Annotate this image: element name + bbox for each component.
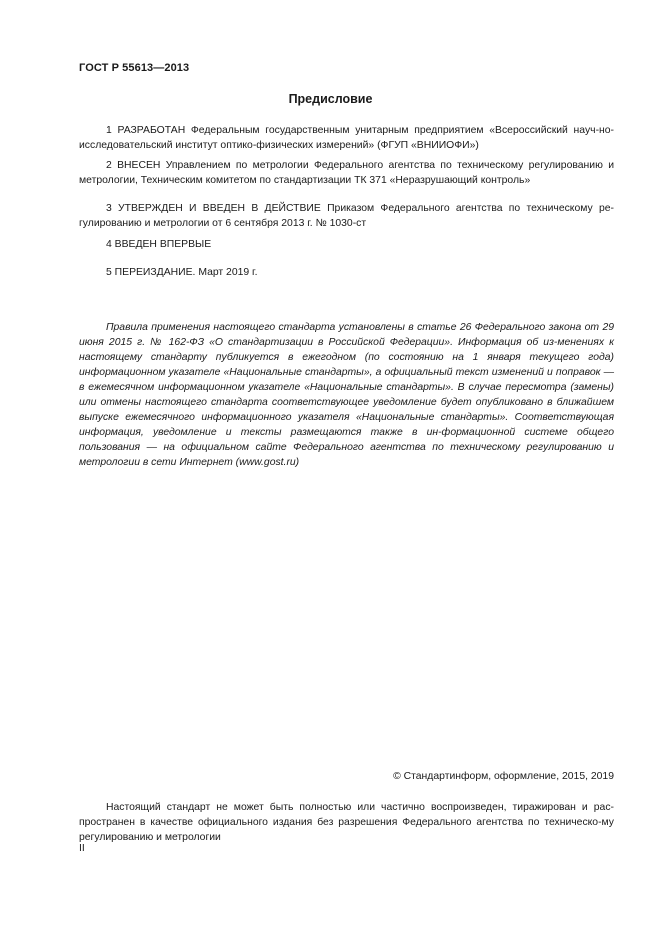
document-header: ГОСТ Р 55613—2013 bbox=[79, 62, 190, 74]
page-title: Предисловие bbox=[288, 92, 373, 106]
foreword-item-reissue: 5 ПЕРЕИЗДАНИЕ. Март 2019 г. bbox=[106, 267, 258, 278]
reproduction-disclaimer: Настоящий стандарт не может быть полностью или частично воспроизведен, тиражирован и рас-пространен в качестве официального издания без разрешения Федерального агентства по техническо-му регулированию и метрологии bbox=[79, 802, 614, 843]
page-number: II bbox=[79, 843, 85, 854]
foreword-item-introduced: 4 ВВЕДЕН ВПЕРВЫЕ bbox=[106, 239, 212, 250]
application-rules-notice: Правила применения настоящего стандарта установлены в статье 26 Федерального закона от 29 июня 2015 г. № 162-ФЗ «О стандартизации в Российской Федерации». Информация об из-менениях к настоящему стандарту публикуется в ежегодном (по состоянию на 1 января текущего года) информационном указателе «Национальные стандарты», а официальный текст изменений и поправок — в ежемесячном информационном указателе «Национальные стандарты». В случае пересмотра (замены) или отмены настоящего стандарта соответствующее уведомление будет опубликовано в ближайшем выпуске ежемесячного информационного указателя «Национальные стандарты». Соответствующая информация, уведомление и тексты размещаются также в ин-формационной системе общего пользования — на официальном сайте Федерального агентства по техническому регулированию и метрологии в сети Интернет (www.gost.ru) bbox=[79, 322, 614, 468]
foreword-item-submitted: 2 ВНЕСЕН Управлением по метрологии Федерального агентства по техническому регулированию и метрологии, Техническим комитетом по стандартизации ТК 371 «Неразрушающий контроль» bbox=[79, 160, 614, 186]
copyright-line: © Стандартинформ, оформление, 2015, 2019 bbox=[393, 771, 614, 782]
foreword-item-approved: 3 УТВЕРЖДЕН И ВВЕДЕН В ДЕЙСТВИЕ Приказом Федерального агентства по техническому ре-гулированию и метрологии от 6 сентября 2013 г. № 1030-ст bbox=[79, 203, 614, 229]
foreword-item-developed: 1 РАЗРАБОТАН Федеральным государственным унитарным предприятием «Всероссийский науч-но-исследовательский институт оптико-физических измерений» (ФГУП «ВНИИОФИ») bbox=[79, 125, 614, 151]
